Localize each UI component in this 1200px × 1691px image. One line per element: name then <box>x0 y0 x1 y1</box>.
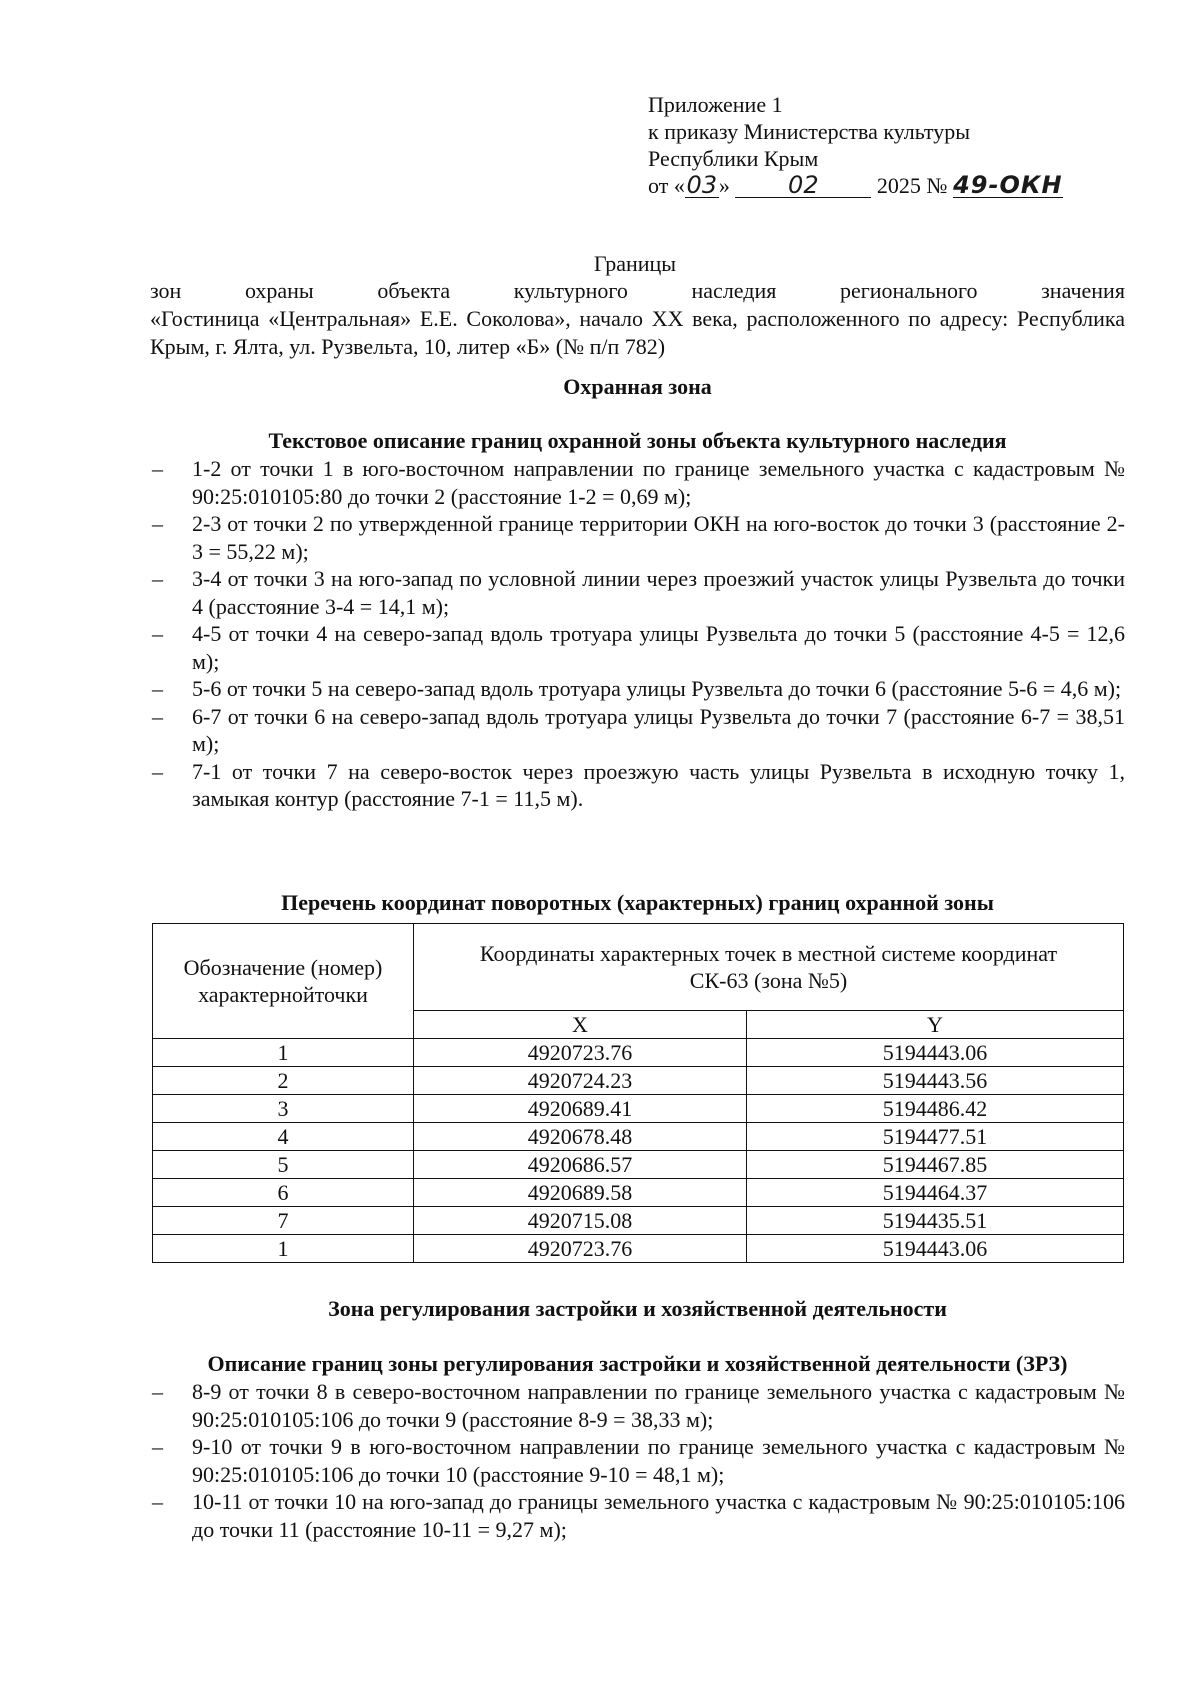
list-item: – 9-10 от точки 9 в юго-восточном направлении по границе земельного участка с кадастровым № 90:25:010105:106 до точки 10 (расстояние 9-10 = 48,1 м); <box>150 1433 1125 1488</box>
table-row <box>153 1123 1124 1151</box>
table-cell-num: 7 <box>153 1207 414 1235</box>
date-mid: » <box>718 173 730 198</box>
protection-zone-heading: Охранная зона <box>563 374 712 399</box>
table-row <box>153 1067 1124 1095</box>
handwritten-order-number: 49-ОКН <box>953 171 1063 199</box>
table-heading: Перечень координат поворотных (характерных) границ охранной зоны <box>281 890 994 915</box>
appendix-line-3: Республики Крым <box>648 146 819 171</box>
table-cell-x: 4920723.76 <box>414 1235 747 1263</box>
subtitle-word: объекта <box>377 278 451 303</box>
list-item: – 2-3 от точки 2 по утвержденной границе территории ОКН на юго-восток до точки 3 (расстояние 2-3 = 55,22 м); <box>150 510 1125 565</box>
table-cell-y: 5194486.42 <box>747 1095 1124 1123</box>
table-cell-y: 5194435.51 <box>747 1207 1124 1235</box>
protection-text-heading: Текстовое описание границ охранной зоны объекта культурного наследия <box>268 428 1007 453</box>
table-cell-y: 5194464.37 <box>747 1179 1124 1207</box>
coordinates-header <box>414 924 1124 1011</box>
table-cell-num: 5 <box>153 1151 414 1179</box>
list-item: – 1-2 от точки 1 в юго-восточном направлении по границе земельного участка с кадастровым № 90:25:010105:80 до точки 2 (расстояние 1-2 = 0,69 м); <box>150 455 1125 510</box>
table-row <box>153 1095 1124 1123</box>
table-cell-x: 4920678.48 <box>414 1123 747 1151</box>
table-row <box>153 1235 1124 1263</box>
regulation-boundary-list <box>150 1378 1125 1543</box>
list-item: – 10-11 от точки 10 на юго-запад до границы земельного участка с кадастровым № 90:25:010105:106 до точки 11 (расстояние 10-11 = 9,27 м); <box>150 1488 1125 1543</box>
subtitle-rest: «Гостиница «Центральная» Е.Е. Соколова», начало XX века, расположенного по адресу: Республика Крым, г. Ялта, ул. Рузвельта, 10, литер «Б» (№ п/п 782) <box>150 306 1125 359</box>
coordinates-header-line2: СК-63 (зона №5) <box>689 968 848 993</box>
table-cell-x: 4920724.23 <box>414 1067 747 1095</box>
table-cell-x: 4920689.41 <box>414 1095 747 1123</box>
table-cell-num: 6 <box>153 1179 414 1207</box>
subtitle-word: охраны <box>244 278 314 303</box>
table-cell-x: 4920723.76 <box>414 1039 747 1067</box>
document-subtitle <box>150 277 1125 361</box>
appendix-date-line <box>648 172 1118 199</box>
document-title: Границы <box>593 251 677 276</box>
subtitle-word: регионального <box>839 278 978 303</box>
subtitle-word: наследия <box>691 278 777 303</box>
subtitle-word: зон <box>150 278 182 303</box>
subtitle-first-line <box>150 277 1125 305</box>
subtitle-word: культурного <box>513 278 628 303</box>
protection-boundary-list <box>150 455 1125 813</box>
coordinates-table <box>152 923 1124 1263</box>
table-cell-num: 1 <box>153 1235 414 1263</box>
table-cell-y: 5194443.56 <box>747 1067 1124 1095</box>
regulation-zone-heading: Зона регулирования застройки и хозяйственной деятельности <box>328 1296 947 1321</box>
table-cell-x: 4920715.08 <box>414 1207 747 1235</box>
handwritten-day: 03 <box>686 171 718 199</box>
handwritten-month: 02 <box>735 173 871 198</box>
table-cell-y: 5194443.06 <box>747 1039 1124 1067</box>
table-cell-y: 5194443.06 <box>747 1235 1124 1263</box>
list-item: – 5-6 от точки 5 на северо-запад вдоль тротуара улицы Рузвельта до точки 6 (расстояние 5-6 = 4,6 м); <box>150 675 1125 703</box>
list-item: – 4-5 от точки 4 на северо-запад вдоль тротуара улицы Рузвельта до точки 5 (расстояние 4-5 = 12,6 м); <box>150 620 1125 675</box>
table-cell-num: 2 <box>153 1067 414 1095</box>
list-item: – 6-7 от точки 6 на северо-запад вдоль тротуара улицы Рузвельта до точки 7 (расстояние 6-7 = 38,51 м); <box>150 703 1125 758</box>
table-cell-y: 5194477.51 <box>747 1123 1124 1151</box>
coordinates-header-line1: Координаты характерных точек в местной системе координат <box>479 941 1058 966</box>
coordinates-table-body <box>153 1039 1124 1263</box>
y-header: Y <box>747 1011 1124 1039</box>
table-cell-x: 4920686.57 <box>414 1151 747 1179</box>
table-cell-x: 4920689.58 <box>414 1179 747 1207</box>
table-row <box>153 1039 1124 1067</box>
regulation-desc-heading: Описание границ зоны регулирования застройки и хозяйственной деятельности (ЗРЗ) <box>207 1351 1068 1376</box>
appendix-block <box>648 91 1118 199</box>
table-row <box>153 1179 1124 1207</box>
date-prefix: от « <box>648 173 685 198</box>
table-cell-num: 1 <box>153 1039 414 1067</box>
subtitle-word: значения <box>1041 278 1125 303</box>
table-header-row <box>153 924 1124 1011</box>
point-number-header: Обозначение (номер) характернойточки <box>153 924 414 1039</box>
appendix-line-1: Приложение 1 <box>648 92 783 117</box>
table-cell-num: 4 <box>153 1123 414 1151</box>
date-year: 2025 № <box>876 173 948 198</box>
table-cell-num: 3 <box>153 1095 414 1123</box>
list-item: – 8-9 от точки 8 в северо-восточном направлении по границе земельного участка с кадастровым № 90:25:010105:106 до точки 9 (расстояние 8-9 = 38,33 м); <box>150 1378 1125 1433</box>
table-cell-y: 5194467.85 <box>747 1151 1124 1179</box>
appendix-line-2: к приказу Министерства культуры <box>648 119 971 144</box>
x-header: X <box>414 1011 747 1039</box>
table-row <box>153 1207 1124 1235</box>
list-item: – 3-4 от точки 3 на юго-запад по условной линии через проезжий участок улицы Рузвельта до точки 4 (расстояние 3-4 = 14,1 м); <box>150 565 1125 620</box>
table-row <box>153 1151 1124 1179</box>
list-item: – 7-1 от точки 7 на северо-восток через проезжую часть улицы Рузвельта в исходную точку 1, замыкая контур (расстояние 7-1 = 11,5 м). <box>150 758 1125 813</box>
